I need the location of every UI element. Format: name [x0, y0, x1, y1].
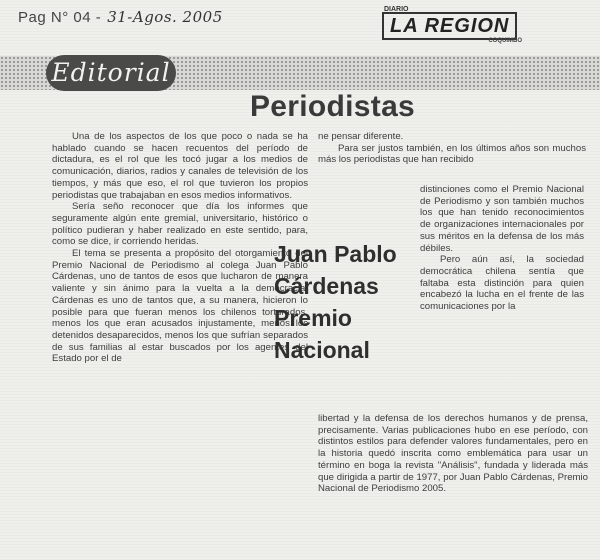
paragraph: Pero aún así, la sociedad democrática chilena sentía que faltaba esta distinción para quien encabezó la lucha en el frente de las comunicaciones por la: [420, 254, 584, 313]
paragraph: distinciones como el Premio Nacional de Periodismo y son también muchos los que han tenido reconocimientos de organizaciones internacionales por sus méritos en la defensa de los más débiles.: [420, 184, 584, 254]
masthead-diario: DIARIO: [384, 6, 409, 13]
masthead-city: COQUIMBO: [488, 38, 522, 44]
section-label: Editorial: [46, 55, 176, 91]
masthead-logo: LA REGION: [382, 12, 517, 40]
paragraph: libertad y la defensa de los derechos humanos y de prensa, precisamente. Varias publicaciones hubo en ese período, con distintos estilos para defender valores fundamentales, pero en la historia quedó inscrita como emblemática para usar un término en boga la revista "Análisis", fundada y liderada más que dirigida a partir de 1977, por Juan Pablo Cárdenas, Premio Nacional de Periodismo 2005.: [318, 413, 588, 495]
paragraph: Para ser justos también, en los últimos años son muchos más los periodistas que han recibido: [318, 142, 586, 166]
pull-quote: [274, 238, 397, 366]
paragraph: El tema se presenta a propósito del otorgamiento del Premio Nacional de Periodismo al colega Juan Pablo Cárdenas, uno de tantos de esos que lucharon de manera valiente y sin ánimo para la vuelta a la democracia. Cárdenas es uno de tantos que, a su manera, hicieron lo posible para que fueran menos los chilenos torturados, menos los que eran acusados injustamente, menos los detenidos desaparecidos, menos los que sufrían separados de sus familias al estar buscados por los agentes del Estado por el de: [52, 248, 308, 365]
newspaper-masthead: [380, 6, 530, 44]
pull-quote-line: Cárdenas: [274, 273, 379, 299]
pull-quote-line: Juan Pablo: [274, 241, 397, 267]
page-number: Pag N° 04 -: [18, 9, 102, 26]
headline: Periodistas: [250, 90, 416, 123]
pull-quote-line: Premio: [274, 305, 352, 331]
page-number-annotation: [18, 8, 223, 28]
paragraph: Una de los aspectos de los que poco o nada se ha hablado cuando se hacen recuentos del período de dictadura, es el rol que les tocó jugar a los medios de comunicación, diarios, radios y canales de televisión de los tiempos, y más que eso, el rol que tuvieron los propios periodistas que trabajaban en esos medios informativos.: [52, 131, 308, 201]
article-column-right-top: [318, 131, 586, 166]
paragraph: ne pensar diferente.: [318, 131, 404, 142]
article-column-right-bottom: [318, 413, 588, 495]
article-column-right-middle: [420, 184, 584, 313]
pull-quote-line: Nacional: [274, 337, 370, 363]
article-column-left: [52, 131, 308, 365]
paragraph: Sería seño reconocer que día los informes que seguramente algún ente gremial, universitario, histórico o político pudieran y haber realizado en este sentido, para, como se dice, ir corriendo heridas.: [52, 201, 308, 248]
handwritten-date: 31-Agos. 2005: [107, 8, 223, 26]
